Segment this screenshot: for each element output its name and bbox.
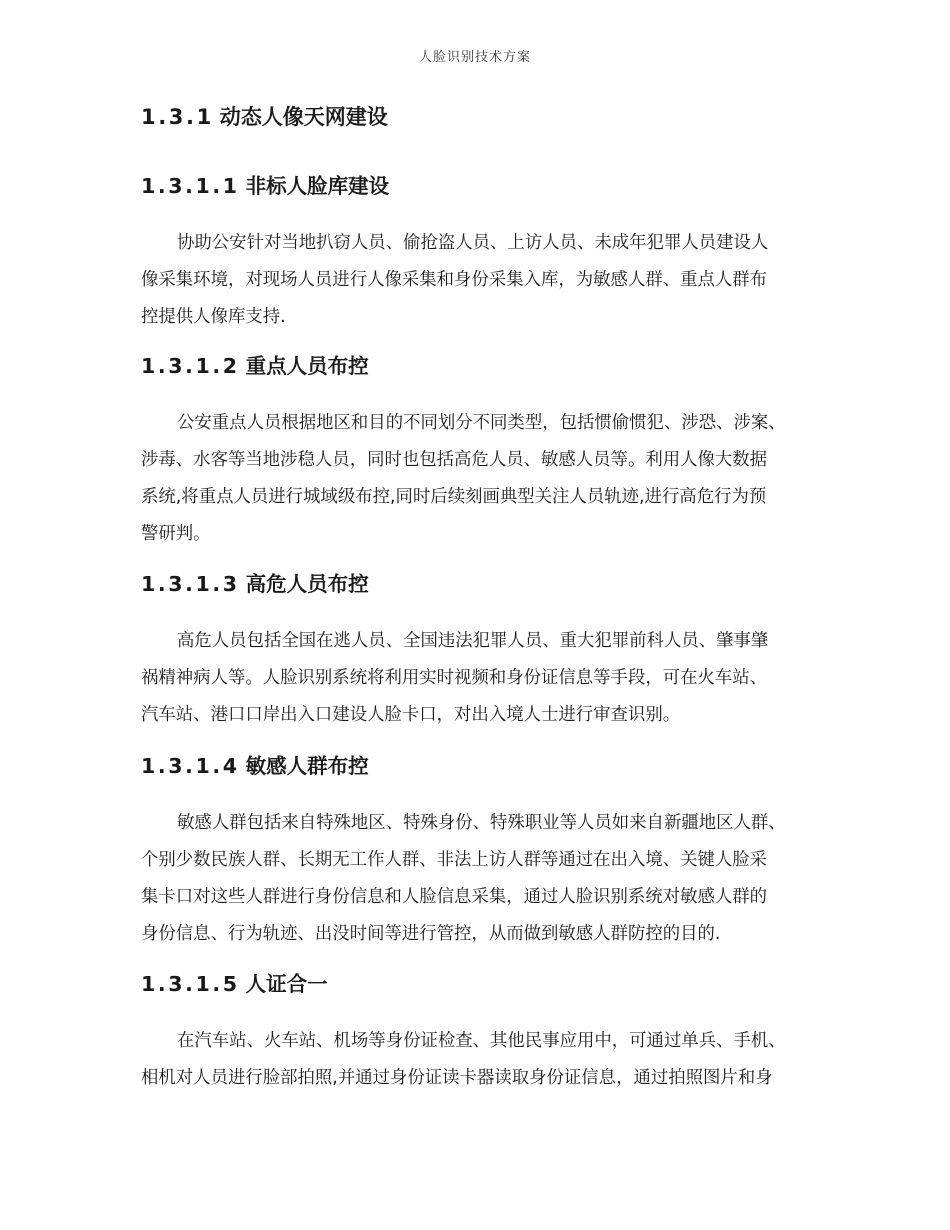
- subsection-number: 1.3.1.2: [141, 354, 240, 378]
- paragraph-line: 个别少数民族人群、长期无工作人群、非法上访人群等通过在出入境、关键人脸采: [141, 850, 768, 870]
- subsection-number: 1.3.1.1: [141, 174, 240, 198]
- paragraph-line: 在汽车站、火车站、机场等身份证检查、其他民事应用中，可通过单兵、手机、: [177, 1031, 786, 1051]
- subsection-heading: [141, 352, 369, 380]
- paragraph-line: 控提供人像库支持.: [141, 307, 286, 327]
- subsection-number: 1.3.1.4: [141, 754, 240, 778]
- paragraph: [141, 405, 821, 553]
- subsection-title: 人证合一: [245, 972, 328, 996]
- paragraph-line: 敏感人群包括来自特殊地区、特殊身份、特殊职业等人员如来自新疆地区人群、: [177, 813, 786, 833]
- paragraph: [141, 805, 821, 953]
- paragraph-line: 公安重点人员根据地区和目的不同划分不同类型，包括惯偷惯犯、涉恐、涉案、: [177, 413, 786, 433]
- paragraph-line: 汽车站、港口口岸出入口建设人脸卡口，对出入境人士进行审查识别。: [141, 705, 681, 725]
- running-header: 人脸识别技术方案: [418, 50, 531, 65]
- subsection-heading: [141, 172, 389, 200]
- paragraph-line: 警研判。: [141, 524, 211, 544]
- paragraph-line: 相机对人员进行脸部拍照,并通过身份证读卡器读取身份证信息，通过拍照图片和身: [141, 1068, 773, 1088]
- paragraph: [141, 623, 821, 734]
- subsection-title: 高危人员布控: [245, 572, 369, 596]
- subsection-heading: [141, 570, 369, 598]
- paragraph: [141, 225, 821, 336]
- paragraph-line: 系统,将重点人员进行城域级布控,同时后续刻画典型关注人员轨迹,进行高危行为预: [141, 487, 767, 507]
- paragraph-line: 像采集环境，对现场人员进行人像采集和身份采集入库，为敏感人群、重点人群布: [141, 270, 768, 290]
- paragraph: [141, 1023, 821, 1097]
- subsection-number: 1.3.1.5: [141, 972, 240, 996]
- paragraph-line: 集卡口对这些人群进行身份信息和人脸信息采集，通过人脸识别系统对敏感人群的: [141, 887, 768, 907]
- section-heading: [141, 103, 388, 131]
- subsection-title: 重点人员布控: [245, 354, 369, 378]
- section-title: 动态人像天网建设: [219, 105, 388, 129]
- subsection-number: 1.3.1.3: [141, 572, 240, 596]
- paragraph-line: 高危人员包括全国在逃人员、全国违法犯罪人员、重大犯罪前科人员、肇事肇: [177, 631, 769, 651]
- subsection-title: 敏感人群布控: [245, 754, 369, 778]
- subsection-title: 非标人脸库建设: [245, 174, 390, 198]
- paragraph-line: 身份信息、行为轨迹、出没时间等进行管控，从而做到敏感人群防控的目的.: [141, 924, 721, 944]
- paragraph-line: 协助公安针对当地扒窃人员、偷抢盗人员、上访人员、未成年犯罪人员建设人: [177, 233, 769, 253]
- paragraph-line: 祸精神病人等。人脸识别系统将利用实时视频和身份证信息等手段，可在火车站、: [141, 668, 768, 688]
- subsection-heading: [141, 970, 328, 998]
- subsection-heading: [141, 752, 369, 780]
- paragraph-line: 涉毒、水客等当地涉稳人员，同时也包括高危人员、敏感人员等。利用人像大数据: [141, 450, 768, 470]
- section-number: 1.3.1: [141, 105, 214, 129]
